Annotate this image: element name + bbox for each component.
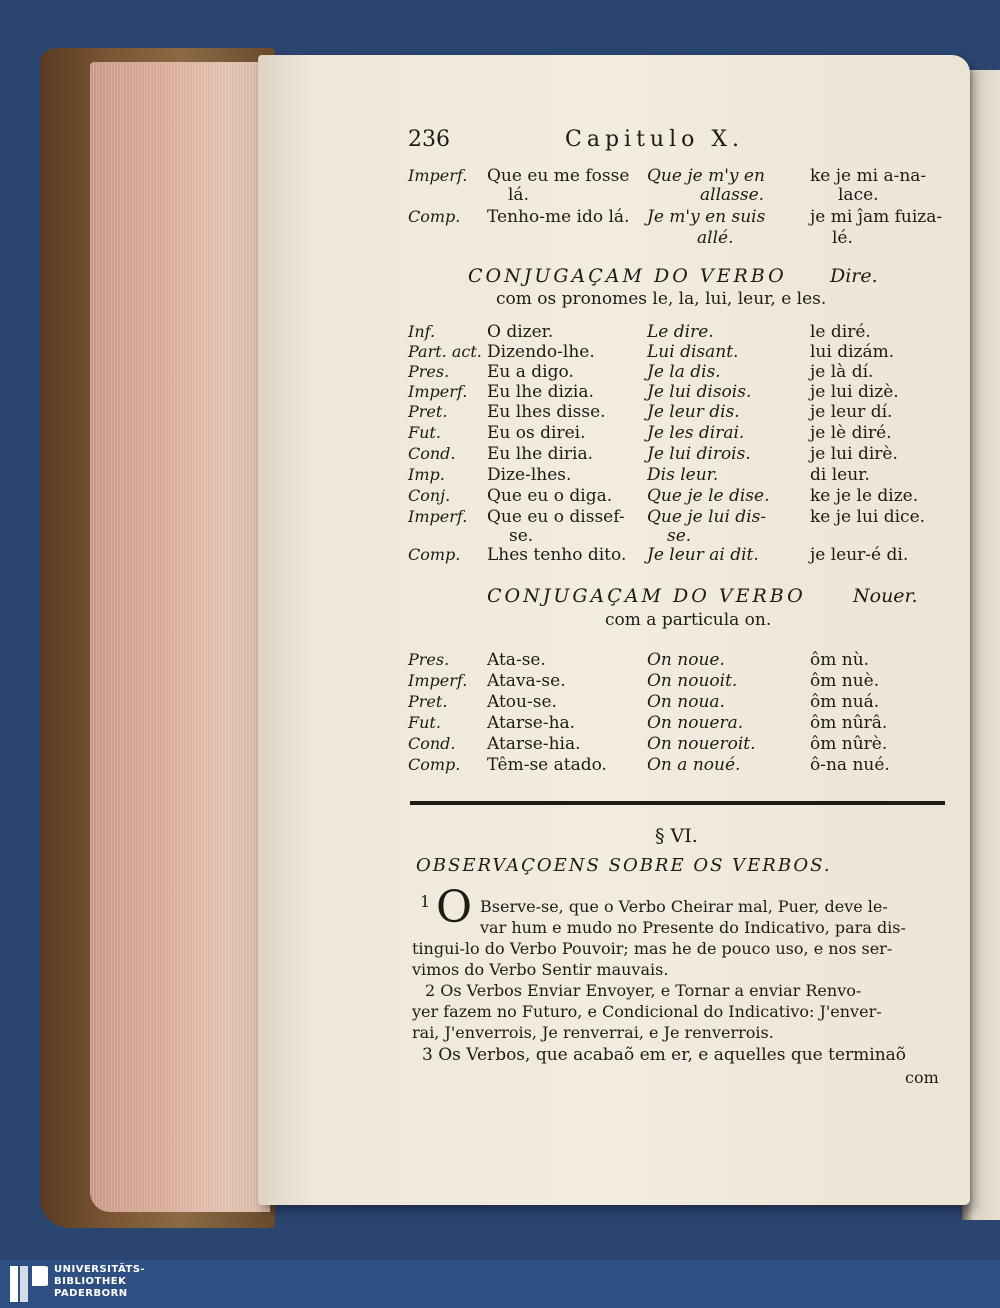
section-verb: Dire. [830,265,878,287]
section-subtitle: com os pronomes le, la, lui, leur, e les. [496,289,827,309]
row-pronunciation: di leur. [810,465,870,485]
row-label: Pret. [408,692,448,711]
row-french: Je les dirai. [647,423,745,443]
paragraph-line: vimos do Verbo Sentir mauvais. [412,960,669,979]
row-portuguese: Atarse-hia. [487,734,581,754]
row-french: Dis leur. [647,465,719,485]
row-pronunciation: ke je le dize. [810,486,919,506]
row-portuguese-cont: se. [509,526,534,546]
row-portuguese: Dizendo-lhe. [487,342,595,362]
section-heading: CONJUGAÇAM DO VERBO [468,265,787,287]
row-pronunciation: lui dizám. [810,342,895,362]
row-pronunciation: je leur dí. [810,402,893,422]
row-label: Imperf. [408,382,468,401]
row-portuguese: Eu lhe diria. [487,444,594,464]
library-name-line: BIBLIOTHEK [54,1276,127,1287]
row-portuguese: Eu os direi. [487,423,586,443]
row-french: On noua. [647,692,725,712]
row-portuguese: Que eu o diga. [487,486,613,506]
row-label: Imperf. [408,671,468,690]
row-portuguese: Lhes tenho dito. [487,545,627,565]
row-label: Fut. [408,713,441,732]
row-french: On a noué. [647,755,741,775]
row-portuguese: Ata-se. [487,650,546,670]
paragraph-line: yer fazem no Futuro, e Condicional do Indicativo: J'enver- [412,1002,882,1021]
row-portuguese: Têm-se atado. [487,755,607,775]
row-french-cont: allé. [697,228,734,248]
page-edges [90,62,270,1212]
row-pronunciation: ôm nuá. [810,692,880,712]
row-label: Fut. [408,423,441,442]
running-title: Capitulo X. [565,127,745,152]
row-pronunciation: je là dí. [810,362,874,382]
paragraph-line: 2 Os Verbos Enviar Envoyer, e Tornar a enviar Renvo- [425,981,862,1000]
row-pronunciation: je lui dirè. [810,444,898,464]
row-label: Conj. [408,486,451,505]
row-pronunciation: ôm nûrè. [810,734,888,754]
section-number: § VI. [655,825,698,847]
row-portuguese: Atava-se. [487,671,566,691]
row-pronunciation: je leur-é di. [810,545,909,565]
row-portuguese: Dize-lhes. [487,465,572,485]
library-name-line: UNIVERSITÄTS- [54,1264,146,1275]
catchword: com [905,1068,939,1087]
page-number: 236 [408,127,450,152]
row-pronunciation: je mi ĵam fuiza- [810,207,943,227]
row-pronunciation-cont: lé. [832,228,853,248]
row-french: Que je le dise. [647,486,770,506]
row-portuguese: Eu a digo. [487,362,574,382]
paragraph-line: var hum e mudo no Presente do Indicativo, para dis- [480,918,906,937]
row-french: Je lui dirois. [647,444,751,464]
row-label: Comp. [408,755,461,774]
row-portuguese: Tenho-me ido lá. [487,207,630,227]
paragraph-line: rai, J'enverrois, Je renverrai, e Je renverrois. [412,1023,774,1042]
row-french: Je lui disois. [647,382,752,402]
row-pronunciation: le diré. [810,322,871,342]
paragraph-line: tingui-lo do Verbo Pouvoir; mas he de pouco uso, e nos ser- [412,939,893,958]
row-pronunciation: ôm nuè. [810,671,880,691]
row-portuguese: Atou-se. [487,692,557,712]
row-pronunciation: ke je lui dice. [810,507,926,527]
row-french: Je leur dis. [647,402,740,422]
row-french: On nouera. [647,713,744,733]
row-pronunciation: ôm nù. [810,650,870,670]
row-french: Lui disant. [647,342,739,362]
section-verb: Nouer. [853,585,918,607]
row-pronunciation-cont: lace. [838,185,879,205]
row-portuguese: O dizer. [487,322,554,342]
row-label: Pret. [408,402,448,421]
row-french: On nouoit. [647,671,738,691]
row-pronunciation: ôm nûrâ. [810,713,888,733]
row-french: On noueroit. [647,734,756,754]
row-portuguese: Eu lhe dizia. [487,382,594,402]
row-french: Le dire. [647,322,714,342]
row-french-cont: allasse. [700,185,765,205]
row-french-cont: se. [667,526,692,546]
row-label: Pres. [408,362,450,381]
section-heading: OBSERVAÇOENS SOBRE OS VERBOS. [416,855,832,876]
row-french: On noue. [647,650,725,670]
library-logo-icon [8,1264,48,1304]
drop-cap: O [436,882,473,933]
row-label: Cond. [408,444,456,463]
row-portuguese-cont: lá. [508,185,529,205]
row-portuguese: Atarse-ha. [487,713,576,733]
row-pronunciation: ke je mi a-na- [810,166,927,186]
library-name [54,1264,145,1300]
row-label: Cond. [408,734,456,753]
section-heading: CONJUGAÇAM DO VERBO [487,585,806,607]
row-pronunciation: je lè diré. [810,423,892,443]
paragraph-line: 3 Os Verbos, que acabaõ em er, e aquelles que terminaõ [422,1045,907,1065]
footer-bar [0,1260,1000,1308]
library-name-line: PADERBORN [54,1288,128,1299]
paragraph-number: 1 [420,892,431,911]
row-french: Que je lui dis- [647,507,767,527]
row-label: Comp. [408,545,461,564]
row-french: Je la dis. [647,362,721,382]
row-french: Je leur ai dit. [647,545,759,565]
row-label: Imperf. [408,507,468,526]
row-french: Je m'y en suis [647,207,766,227]
section-subtitle: com a particula on. [605,610,772,630]
row-pronunciation: ô-na nué. [810,755,890,775]
row-label: Imperf. [408,166,468,185]
row-french: Que je m'y en [647,166,765,186]
row-portuguese: Que eu o dissef- [487,507,625,527]
paragraph-line: Bserve-se, que o Verbo Cheirar mal, Puer, deve le- [480,897,888,916]
section-divider-rule [410,801,945,805]
row-label: Part. act. [408,342,482,361]
row-label: Comp. [408,207,461,226]
row-portuguese: Que eu me fosse [487,166,630,186]
row-label: Imp. [408,465,445,484]
row-label: Inf. [408,322,436,341]
row-portuguese: Eu lhes disse. [487,402,606,422]
row-pronunciation: je lui dizè. [810,382,899,402]
row-label: Pres. [408,650,450,669]
